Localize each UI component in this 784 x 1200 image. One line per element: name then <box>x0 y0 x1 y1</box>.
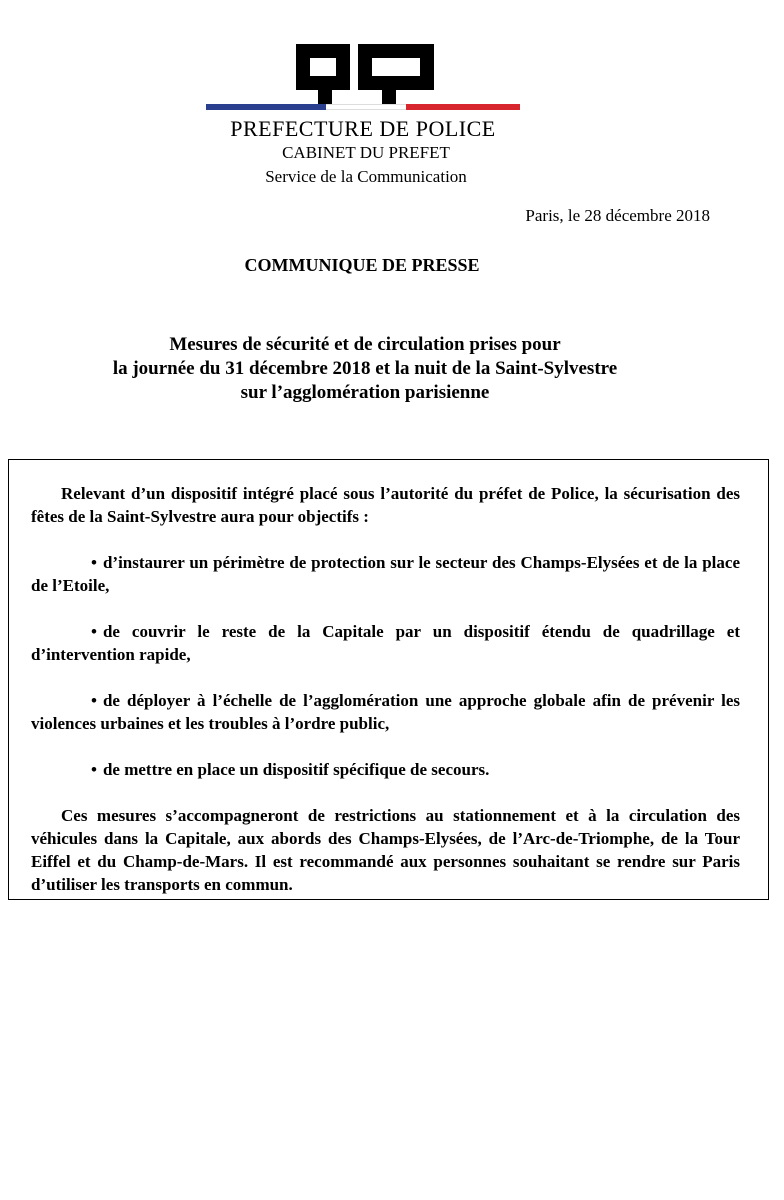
objective-text: de déployer à l’échelle de l’agglomération une approche globale afin de prévenir les violences urbaines et les troubles à l’ordre public, <box>31 691 740 733</box>
objective-text: d’instaurer un périmètre de protection sur le secteur des Champs-Elysées et de la place de l’Etoile, <box>31 553 740 595</box>
objective-text: de couvrir le reste de la Capitale par un dispositif étendu de quadrillage et d’intervention rapide, <box>31 622 740 664</box>
objective-item <box>31 758 740 781</box>
document-date: Paris, le 28 décembre 2018 <box>525 206 710 225</box>
bullet-icon: • <box>91 691 97 710</box>
objective-item <box>31 551 740 597</box>
objective-text: de mettre en place un dispositif spécifique de secours. <box>102 760 490 779</box>
headline <box>40 333 690 405</box>
flag-blue-band <box>206 104 326 110</box>
content-text <box>31 482 740 919</box>
headline-line: la journée du 31 décembre 2018 et la nuit de la Saint-Sylvestre <box>112 358 618 379</box>
organization-name: PREFECTURE DE POLICE <box>230 116 496 141</box>
flag-white-band <box>326 104 406 110</box>
intro-paragraph: Relevant d’un dispositif intégré placé sous l’autorité du préfet de Police, la sécurisation des fêtes de la Saint-Sylvestre aura pour objectifs : <box>31 484 740 526</box>
document-type: COMMUNIQUE DE PRESSE <box>244 255 480 275</box>
bullet-icon: • <box>91 622 97 641</box>
cabinet-name: CABINET DU PREFET <box>282 143 450 162</box>
bullet-icon: • <box>91 760 97 779</box>
bullet-icon: • <box>91 553 97 572</box>
objective-item <box>31 689 740 735</box>
service-name: Service de la Communication <box>265 167 467 186</box>
closing-paragraph: Ces mesures s’accompagneront de restrictions au stationnement et à la circulation des véhicules dans la Capitale, aux abords des Champs-Elysées, de l’Arc-de-Triomphe, de la Tour Eiffel et du Champ-de-Mars. Il est recommandé aux personnes souhaitant se rendre sur Paris d’utiliser les transports en commun. <box>31 806 740 894</box>
objective-item <box>31 620 740 666</box>
flag-red-band <box>406 104 520 110</box>
letterhead <box>200 30 540 190</box>
headline-line: sur l’agglomération parisienne <box>240 382 490 403</box>
tricolor-rule <box>206 104 520 110</box>
headline-line: Mesures de sécurité et de circulation prises pour <box>169 334 561 355</box>
